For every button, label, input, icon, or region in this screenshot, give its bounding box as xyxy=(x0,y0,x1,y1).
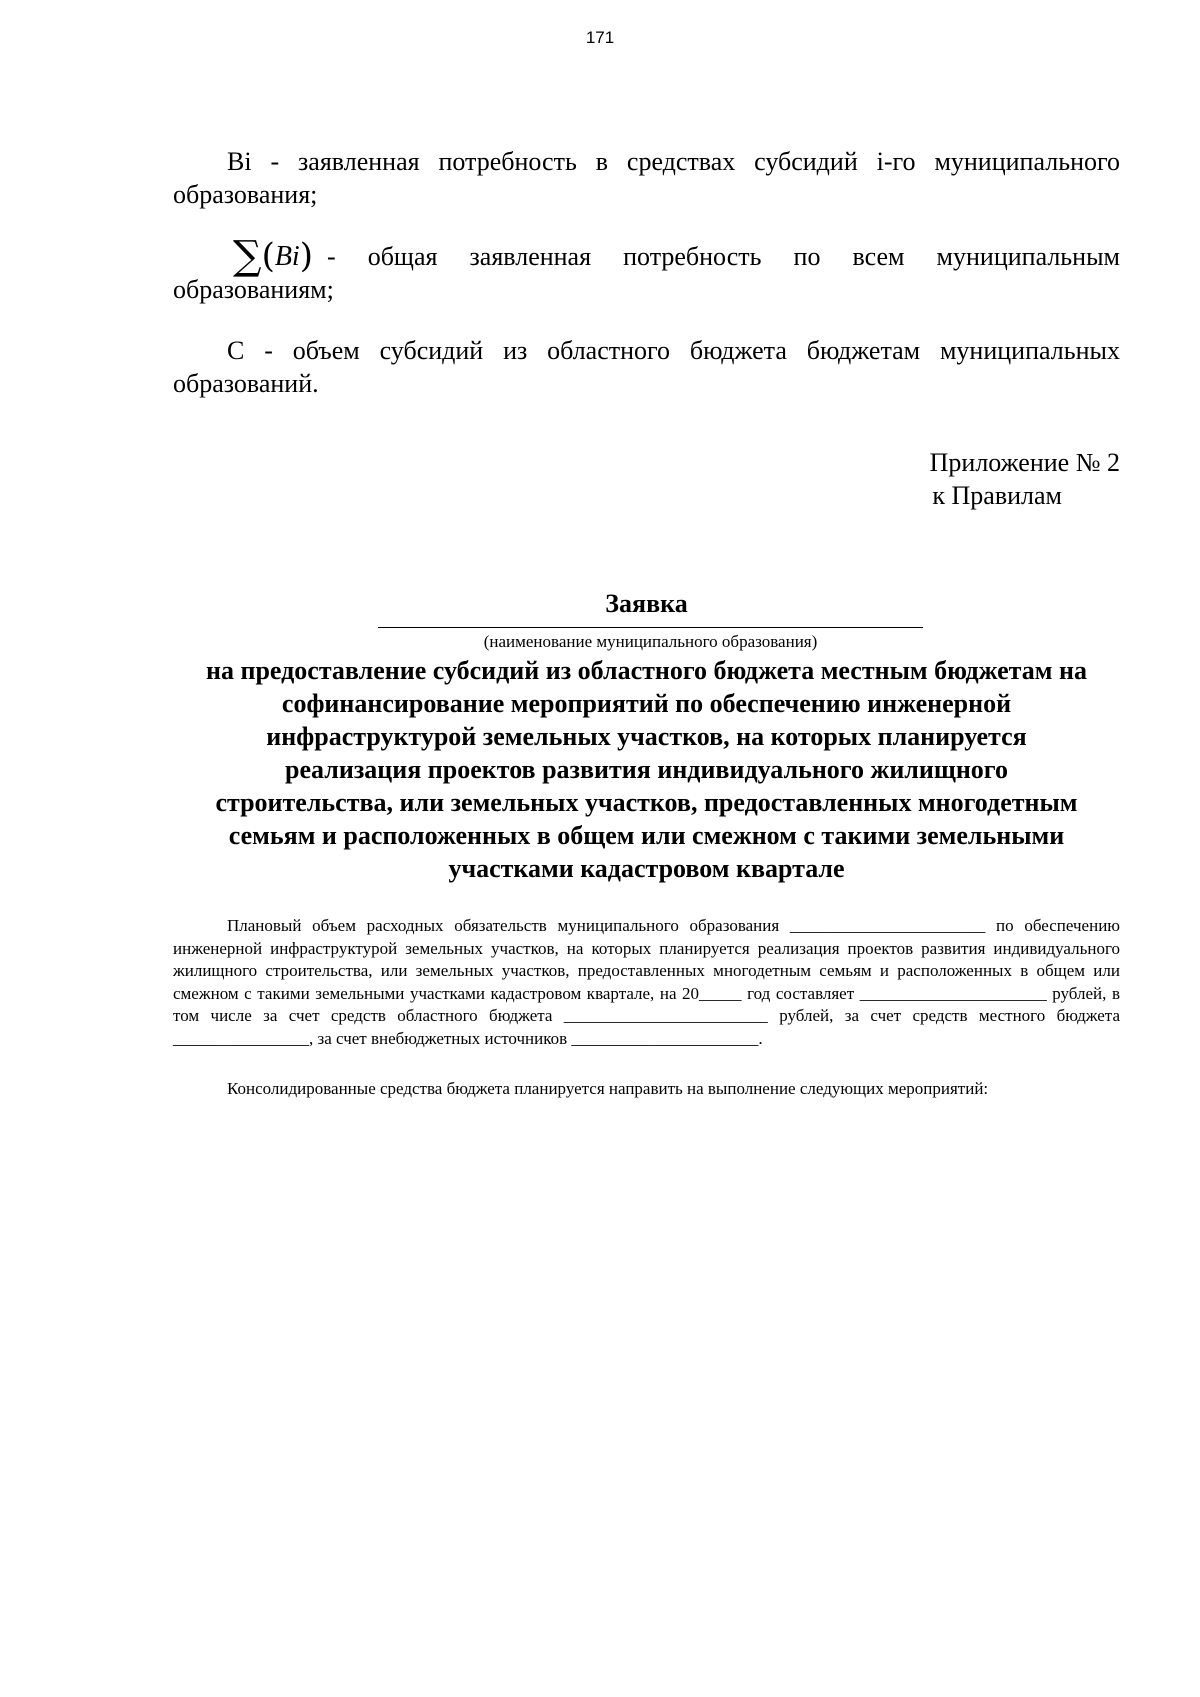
open-paren: ( xyxy=(261,236,275,276)
definition-c: С - объем субсидий из областного бюджета бюджетам муниципальных образований. xyxy=(173,336,1120,398)
appendix-line-1: Приложение № 2 xyxy=(929,448,1120,477)
appendix-reference xyxy=(173,446,1120,512)
sum-formula xyxy=(233,233,313,279)
sigma-symbol: ∑ xyxy=(233,233,262,279)
municipality-name-caption: (наименование муниципального образования) xyxy=(483,632,818,651)
definition-bi: Bi - заявленная потребность в средствах субсидий i-го муниципального образования; xyxy=(173,147,1120,209)
close-paren: ) xyxy=(299,236,313,276)
definition-sum xyxy=(173,233,1120,306)
document-sheet xyxy=(173,145,1120,1101)
definition-sum-text: - общая заявленная потребность по всем муниципальным образованиям; xyxy=(173,242,1120,304)
page-number: 171 xyxy=(585,28,615,47)
appendix-line-2: к Правилам xyxy=(932,481,1062,510)
planned-expenditure-paragraph: Плановый объем расходных обязательств муниципального образования _______________________ по обеспечению инженерной инфраструктурой земельных участков, на которых планируется реализация проектов развития индивидуального жилищного строительства, или земельных участков, предоставленных многодетным семьям и расположенных в общем или смежном с такими земельными участками кадастровом квартале, на 20_____ год составляет ______________________ рублей, в том числе за счет средств областного бюджета ________________________ рублей, за счет средств местного бюджета ________________, за счет внебюджетных источников ______________________. xyxy=(173,916,1120,1048)
request-title: Заявка xyxy=(605,589,688,618)
request-subtitle: на предоставление субсидий из областного бюджета местным бюджетам на софинансирование мероприятий по обеспечению инженерной инфраструктурой земельных участков, на которых планируется реализация проектов развития индивидуального жилищного строительства, или земельных участков, предоставленных многодетным семьям и расположенных в общем или смежном с такими земельными участками кадастровом квартале xyxy=(206,656,1087,883)
municipality-name-line xyxy=(378,627,923,628)
consolidated-funds-paragraph: Консолидированные средства бюджета планируется направить на выполнение следующих мероприятий: xyxy=(227,1079,989,1098)
formula-variable: Bi xyxy=(274,241,300,272)
